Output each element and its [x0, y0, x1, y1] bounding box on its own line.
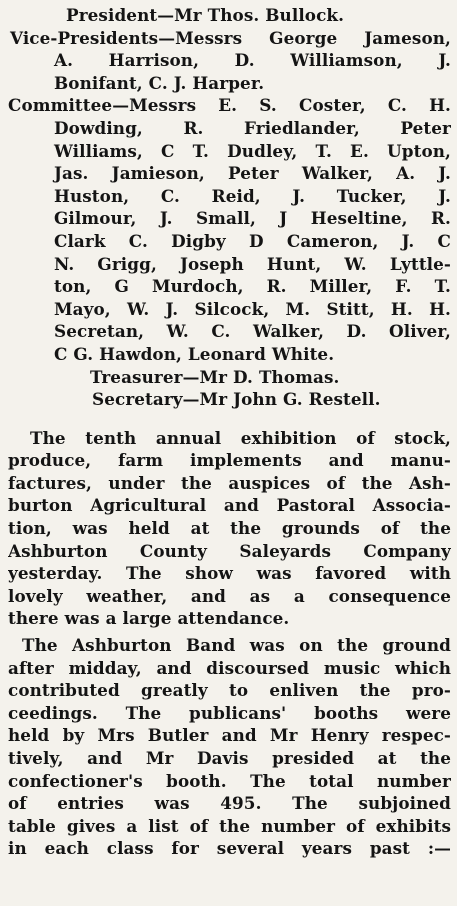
paragraph-line: tively, and Mr Davis presided at the	[8, 748, 451, 768]
committee-line: ton, G Murdoch, R. Miller, F. T.	[54, 276, 451, 297]
committee-line: N. Grigg, Joseph Hunt, W. Lyttle-	[54, 253, 451, 274]
paragraph-line: of entries was 495. The subjoined	[8, 793, 451, 814]
paragraph-line: lovely weather, and as a consequence	[8, 585, 451, 606]
paragraph-line: contributed greatly to enliven the pro-	[8, 680, 451, 701]
paragraph-line: ceedings. The publicans' booths were	[8, 702, 451, 723]
committee-line: Committee—Messrs E. S. Coster, C. H.	[8, 95, 451, 116]
treasurer-line: Treasurer—Mr D. Thomas.	[90, 366, 340, 387]
paragraph-line: tion, was held at the grounds of the	[8, 518, 451, 539]
paragraph-line: produce, farm implements and manu-	[8, 450, 451, 471]
paragraph-line: after midday, and discoursed music which	[8, 657, 451, 678]
paragraph-line: burton Agricultural and Pastoral Associa-	[8, 495, 451, 516]
committee-line: C G. Hawdon, Leonard White.	[54, 343, 335, 364]
paragraph-line: factures, under the auspices of the Ash-	[8, 472, 451, 493]
officers-list	[8, 4, 451, 411]
committee-line: Dowding, R. Friedlander, Peter	[54, 117, 451, 138]
article-paragraph	[8, 427, 451, 630]
paragraph-line: there was a large attendance.	[8, 608, 290, 629]
paragraph-line: confectioner's booth. The total number	[8, 770, 451, 791]
paragraph-line: The tenth annual exhibition of stock,	[30, 427, 451, 448]
secretary-line: Secretary—Mr John G. Restell.	[92, 389, 381, 410]
vice-presidents-line: A. Harrison, D. Williamson, J.	[54, 50, 451, 71]
paragraph-line: The Ashburton Band was on the ground	[22, 635, 451, 656]
paragraph-line: held by Mrs Butler and Mr Henry respec-	[8, 725, 451, 746]
committee-line: Williams, C T. Dudley, T. E. Upton,	[54, 140, 451, 161]
paragraph-line: Ashburton County Saleyards Company	[8, 540, 451, 561]
committee-line: Clark C. Digby D Cameron, J. C	[54, 230, 451, 251]
section-gap	[8, 411, 451, 427]
committee-line: Huston, C. Reid, J. Tucker, J.	[54, 185, 451, 206]
committee-line: Mayo, W. J. Silcock, M. Stitt, H. H.	[54, 298, 451, 319]
president-line: President—Mr Thos. Bullock.	[66, 5, 345, 25]
paragraph-line: table gives a list of the number of exhibits	[8, 815, 451, 836]
paragraph-line: yesterday. The show was favored with	[8, 563, 451, 584]
article-paragraph	[8, 634, 451, 860]
committee-line: Jas. Jamieson, Peter Walker, A. J.	[54, 163, 451, 184]
committee-line: Gilmour, J. Small, J Heseltine, R.	[54, 208, 451, 229]
committee-line: Secretan, W. C. Walker, D. Oliver,	[54, 321, 451, 342]
paragraph-line: in each class for several years past :—	[8, 838, 451, 859]
vice-presidents-line: Vice-Presidents—Messrs George Jameson,	[10, 27, 451, 48]
vice-presidents-line: Bonifant, C. J. Harper.	[54, 72, 265, 93]
